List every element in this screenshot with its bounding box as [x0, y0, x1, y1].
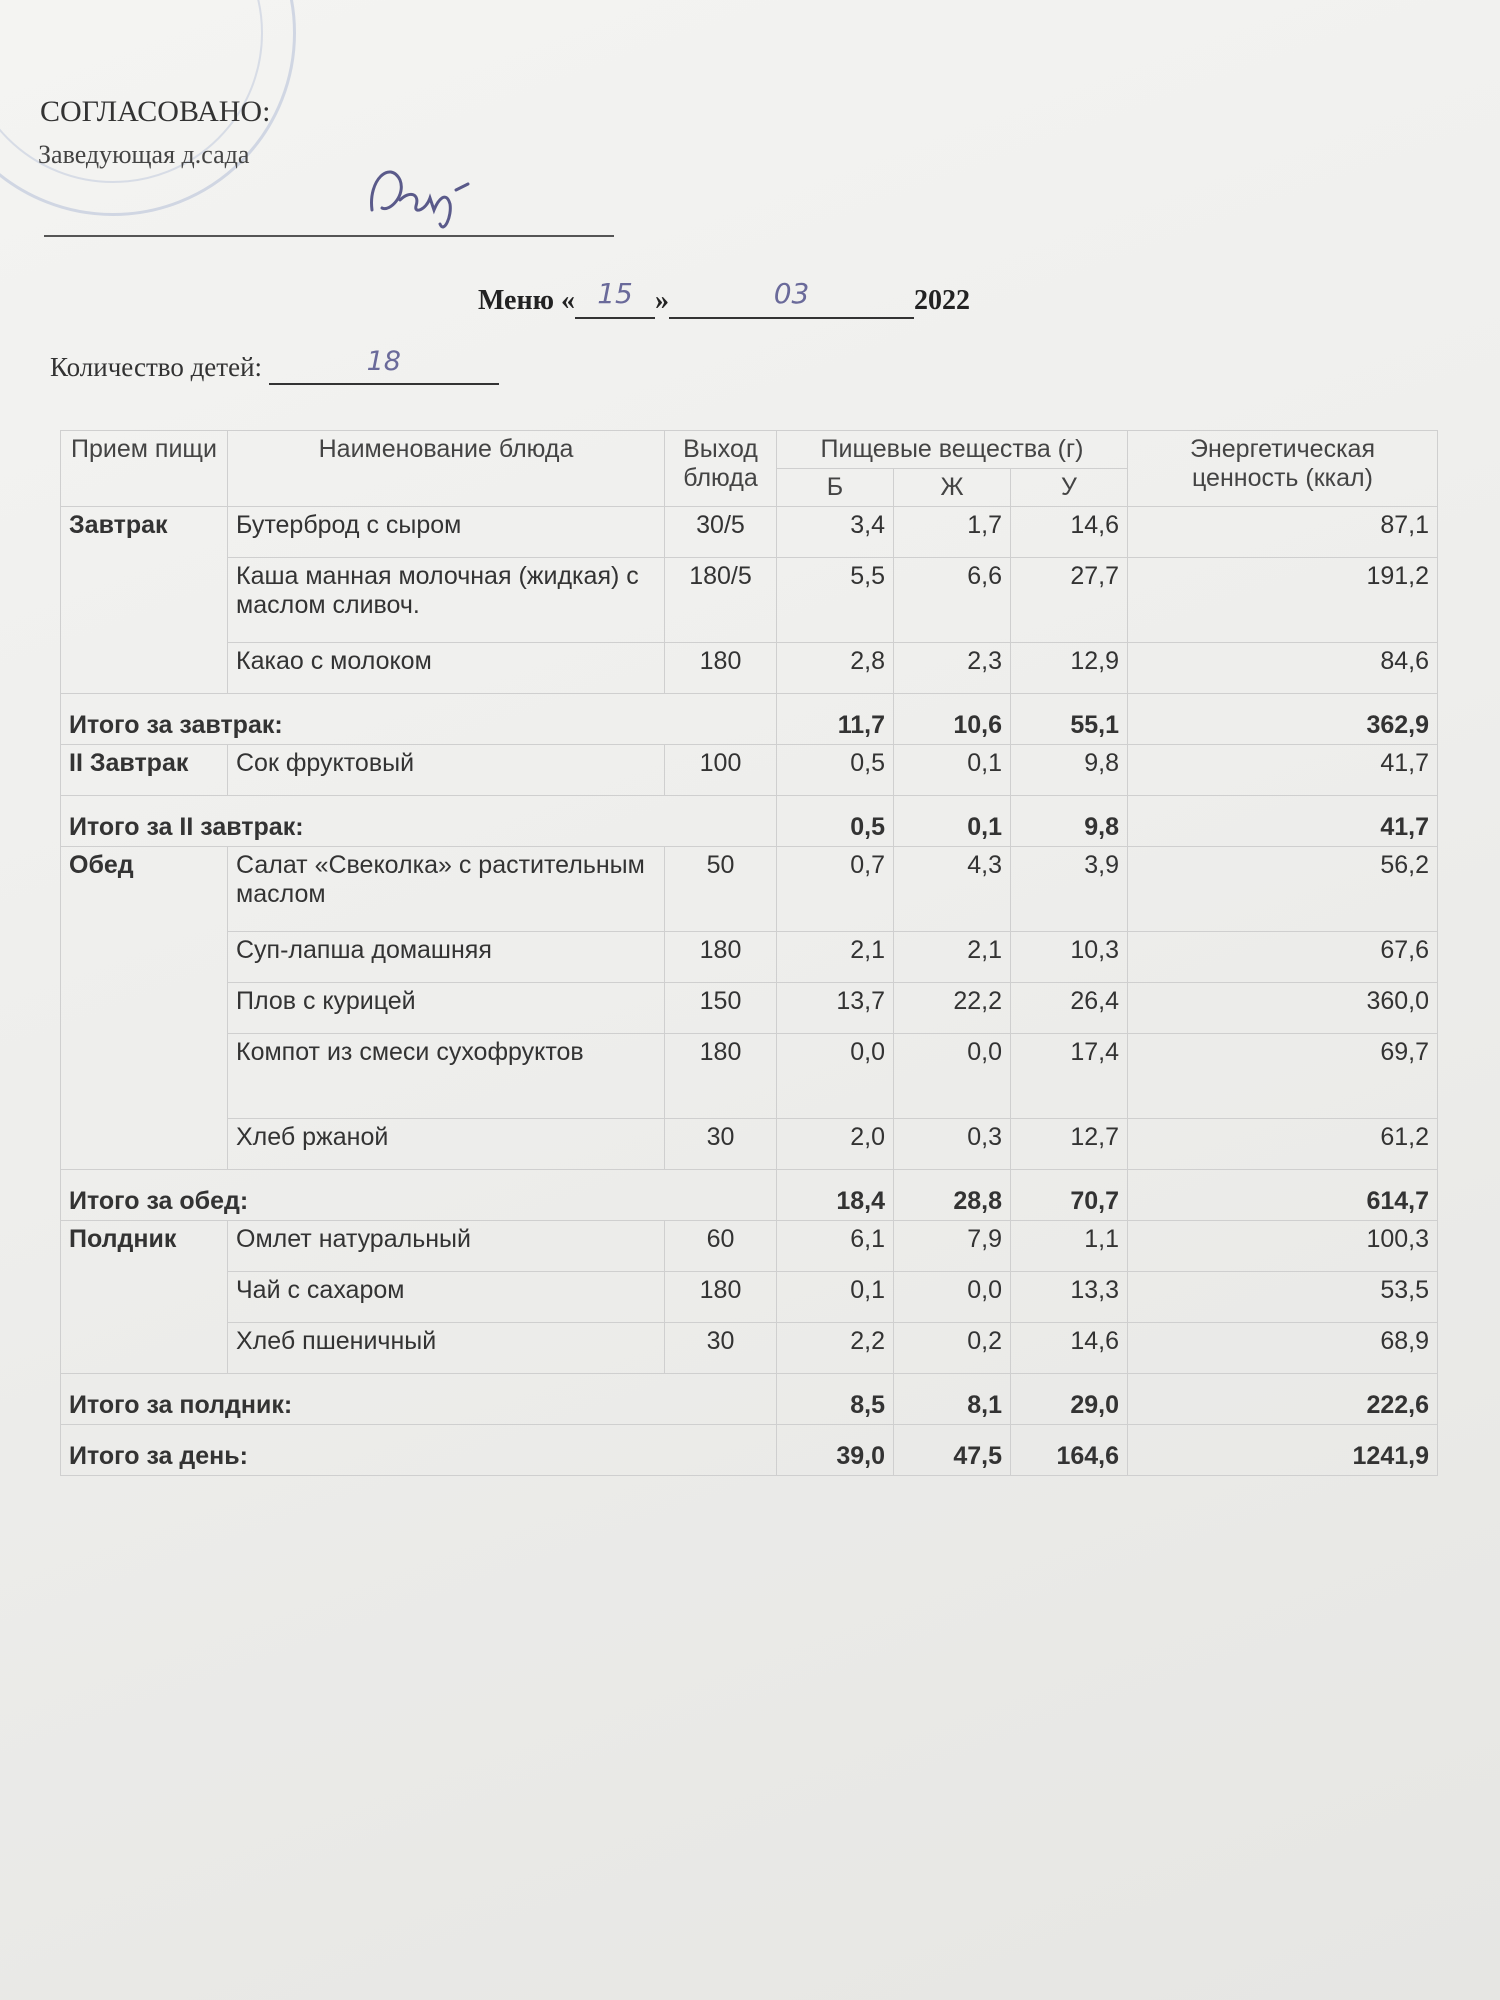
meal-snack: Полдник [61, 1221, 228, 1374]
dish-zh: 7,9 [894, 1221, 1011, 1272]
dish-b: 6,1 [777, 1221, 894, 1272]
dish-name: Омлет натуральный [228, 1221, 665, 1272]
dish-kcal: 87,1 [1128, 507, 1438, 558]
signature-line [44, 235, 614, 237]
dish-u: 14,6 [1011, 507, 1128, 558]
dish-name: Какао с молоком [228, 643, 665, 694]
total-lunch-label: Итого за обед: [61, 1170, 777, 1221]
dish-zh: 6,6 [894, 558, 1011, 643]
total-zh: 28,8 [894, 1170, 1011, 1221]
total-u: 29,0 [1011, 1374, 1128, 1425]
dish-zh: 2,3 [894, 643, 1011, 694]
dish-name: Бутерброд с сыром [228, 507, 665, 558]
dish-kcal: 68,9 [1128, 1323, 1438, 1374]
dish-kcal: 191,2 [1128, 558, 1438, 643]
day-total-u: 164,6 [1011, 1425, 1128, 1476]
total-breakfast-label: Итого за завтрак: [61, 694, 777, 745]
total-u: 70,7 [1011, 1170, 1128, 1221]
header-output: Выход блюда [665, 431, 777, 507]
dish-output: 180 [665, 643, 777, 694]
total-u: 9,8 [1011, 796, 1128, 847]
total-kcal: 41,7 [1128, 796, 1438, 847]
dish-zh: 4,3 [894, 847, 1011, 932]
dish-zh: 1,7 [894, 507, 1011, 558]
dish-zh: 0,3 [894, 1119, 1011, 1170]
dish-u: 12,9 [1011, 643, 1128, 694]
dish-u: 26,4 [1011, 983, 1128, 1034]
dish-b: 0,1 [777, 1272, 894, 1323]
total-zh: 0,1 [894, 796, 1011, 847]
total-b: 8,5 [777, 1374, 894, 1425]
dish-u: 10,3 [1011, 932, 1128, 983]
total-u: 55,1 [1011, 694, 1128, 745]
menu-table [60, 430, 1438, 1476]
total-second-breakfast-label: Итого за II завтрак: [61, 796, 777, 847]
total-kcal: 614,7 [1128, 1170, 1438, 1221]
menu-body [61, 507, 1438, 1476]
approval-label: СОГЛАСОВАНО: [40, 95, 271, 128]
dish-output: 30 [665, 1323, 777, 1374]
dish-name: Чай с сахаром [228, 1272, 665, 1323]
dish-name: Сок фруктовый [228, 745, 665, 796]
menu-day: 15 [597, 277, 633, 310]
dish-b: 2,8 [777, 643, 894, 694]
dish-zh: 2,1 [894, 932, 1011, 983]
total-b: 0,5 [777, 796, 894, 847]
approver-position: Заведующая д.сада [38, 140, 250, 169]
dish-b: 13,7 [777, 983, 894, 1034]
dish-b: 2,0 [777, 1119, 894, 1170]
dish-u: 27,7 [1011, 558, 1128, 643]
dish-u: 3,9 [1011, 847, 1128, 932]
meal-lunch: Обед [61, 847, 228, 1170]
dish-output: 50 [665, 847, 777, 932]
kids-label: Количество детей: [50, 352, 263, 382]
dish-b: 0,7 [777, 847, 894, 932]
dish-zh: 0,1 [894, 745, 1011, 796]
dish-name: Хлеб пшеничный [228, 1323, 665, 1374]
dish-name: Хлеб ржаной [228, 1119, 665, 1170]
dish-name: Салат «Свеколка» с растительным маслом [228, 847, 665, 932]
meal-second-breakfast: II Завтрак [61, 745, 228, 796]
dish-kcal: 69,7 [1128, 1034, 1438, 1119]
dish-b: 0,0 [777, 1034, 894, 1119]
dish-output: 180 [665, 1034, 777, 1119]
kids-field [269, 346, 499, 385]
dish-kcal: 56,2 [1128, 847, 1438, 932]
total-snack-label: Итого за полдник: [61, 1374, 777, 1425]
total-zh: 8,1 [894, 1374, 1011, 1425]
dish-output: 180 [665, 1272, 777, 1323]
dish-name: Каша манная молочная (жидкая) с маслом сливоч. [228, 558, 665, 643]
total-kcal: 222,6 [1128, 1374, 1438, 1425]
total-kcal: 362,9 [1128, 694, 1438, 745]
dish-u: 12,7 [1011, 1119, 1128, 1170]
dish-kcal: 84,6 [1128, 643, 1438, 694]
dish-kcal: 100,3 [1128, 1221, 1438, 1272]
dish-output: 180 [665, 932, 777, 983]
dish-output: 30/5 [665, 507, 777, 558]
header-b: Б [777, 469, 894, 507]
header-name: Наименование блюда [228, 431, 665, 507]
dish-zh: 0,0 [894, 1272, 1011, 1323]
kids-count [50, 346, 499, 385]
dish-name: Компот из смеси сухофруктов [228, 1034, 665, 1119]
dish-b: 3,4 [777, 507, 894, 558]
menu-day-field [575, 277, 655, 319]
dish-name: Суп-лапша домашняя [228, 932, 665, 983]
dish-u: 1,1 [1011, 1221, 1128, 1272]
dish-kcal: 67,6 [1128, 932, 1438, 983]
meal-breakfast: Завтрак [61, 507, 228, 694]
dish-output: 180/5 [665, 558, 777, 643]
dish-b: 2,1 [777, 932, 894, 983]
header-u: У [1011, 469, 1128, 507]
dish-zh: 0,0 [894, 1034, 1011, 1119]
dish-u: 17,4 [1011, 1034, 1128, 1119]
day-total-kcal: 1241,9 [1128, 1425, 1438, 1476]
menu-month-field [669, 277, 914, 319]
total-b: 11,7 [777, 694, 894, 745]
dish-kcal: 360,0 [1128, 983, 1438, 1034]
menu-year: 2022 [914, 285, 971, 316]
header-meal: Прием пищи [61, 431, 228, 507]
dish-kcal: 61,2 [1128, 1119, 1438, 1170]
header-energy: Энергетическая ценность (ккал) [1128, 431, 1438, 507]
header-nutrients: Пищевые вещества (г) [777, 431, 1128, 469]
total-zh: 10,6 [894, 694, 1011, 745]
dish-b: 0,5 [777, 745, 894, 796]
total-b: 18,4 [777, 1170, 894, 1221]
menu-mid: » [655, 285, 670, 316]
kids-value: 18 [366, 346, 401, 377]
menu-month: 03 [773, 277, 810, 310]
dish-zh: 0,2 [894, 1323, 1011, 1374]
dish-b: 2,2 [777, 1323, 894, 1374]
dish-output: 100 [665, 745, 777, 796]
header-zh: Ж [894, 469, 1011, 507]
signature [360, 150, 480, 240]
dish-output: 150 [665, 983, 777, 1034]
dish-name: Плов с курицей [228, 983, 665, 1034]
dish-output: 30 [665, 1119, 777, 1170]
day-total-zh: 47,5 [894, 1425, 1011, 1476]
total-day-label: Итого за день: [61, 1425, 777, 1476]
dish-kcal: 41,7 [1128, 745, 1438, 796]
dish-zh: 22,2 [894, 983, 1011, 1034]
day-total-b: 39,0 [777, 1425, 894, 1476]
dish-b: 5,5 [777, 558, 894, 643]
menu-prefix: Меню « [478, 285, 576, 316]
dish-u: 13,3 [1011, 1272, 1128, 1323]
menu-title [478, 277, 971, 319]
dish-kcal: 53,5 [1128, 1272, 1438, 1323]
dish-u: 14,6 [1011, 1323, 1128, 1374]
dish-u: 9,8 [1011, 745, 1128, 796]
dish-output: 60 [665, 1221, 777, 1272]
